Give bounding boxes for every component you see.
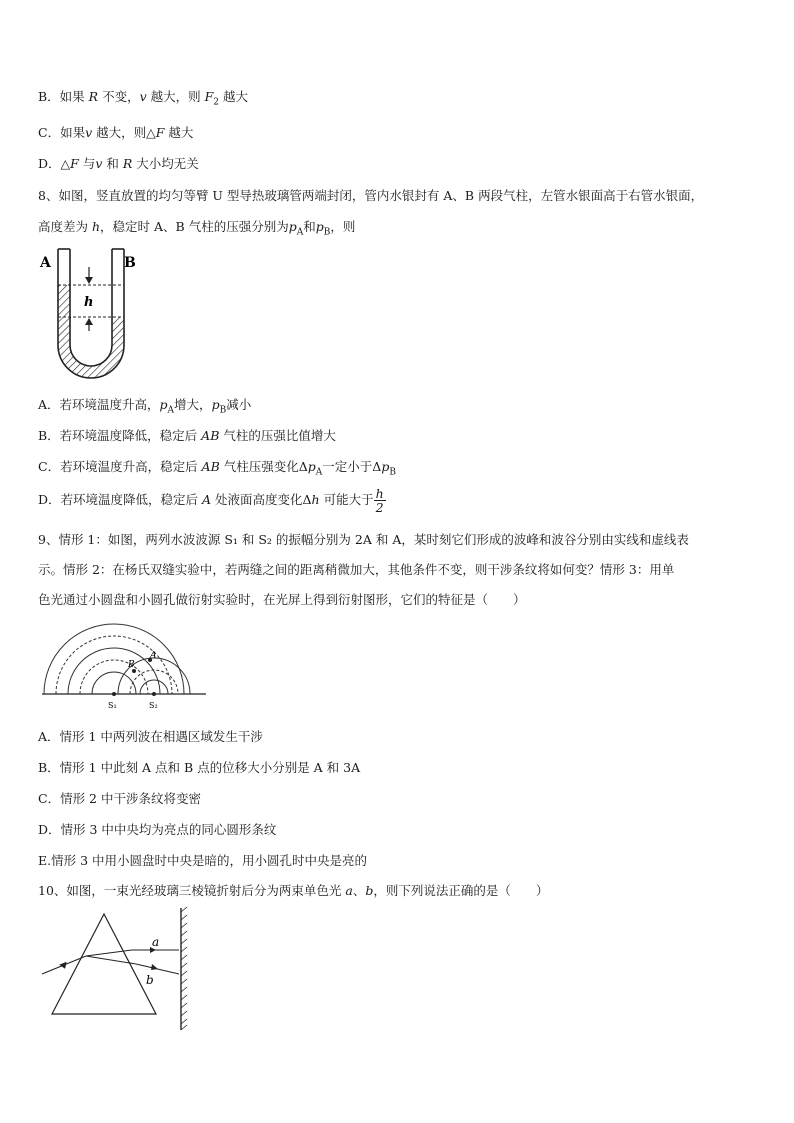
source-s1-point — [112, 692, 116, 696]
subscript: B — [323, 227, 331, 238]
text: D．△ — [38, 156, 71, 171]
var-h: h — [311, 492, 320, 507]
var-r: R — [88, 89, 99, 104]
text: 越大 — [164, 125, 194, 140]
text: 10、如图，一束光经玻璃三棱镜折射后分为两束单色光 — [38, 883, 346, 898]
q9-option-a: A．情形 1 中两列波在相遇区域发生干涉 — [38, 729, 263, 744]
q8-option-b — [38, 427, 336, 445]
var-p: p — [381, 459, 390, 474]
denominator: 2 — [375, 500, 384, 515]
numerator: h — [375, 486, 384, 501]
s1-crest-3 — [92, 672, 136, 694]
text: C．如果 — [38, 125, 86, 140]
text: 减小 — [226, 397, 252, 412]
q7-option-b — [38, 88, 248, 112]
text: 气柱压强变化Δ — [219, 459, 308, 474]
q9-stem-line2: 示。情形 2：在杨氏双缝实验中，若两缝之间的距离稍微加大，其他条件不变，则干涉条纹将如何变？情形 3：用单 — [38, 562, 675, 577]
q9-option-c: C．情形 2 中干涉条纹将变密 — [38, 791, 201, 806]
text: D．若环境温度降低，稳定后 — [38, 492, 202, 507]
var-r: R — [122, 156, 133, 171]
text: 越大，则△ — [92, 125, 156, 140]
prism-figure — [36, 906, 196, 1034]
label-b: B — [124, 255, 136, 271]
text: 和 — [102, 156, 123, 171]
text: B．若环境温度降低，稳定后 — [38, 428, 202, 443]
source-s2-point — [152, 692, 156, 696]
q9-option-e: E.情形 3 中用小圆盘时中央是暗的，用小圆孔时中央是亮的 — [38, 853, 367, 868]
fraction-h-over-2 — [374, 487, 386, 514]
subscript: B — [389, 467, 396, 478]
q7-option-c — [38, 124, 193, 142]
q8-option-d — [38, 486, 386, 514]
label-a: A — [40, 255, 51, 271]
text: A．若环境温度升高， — [38, 397, 160, 412]
wave-interference-figure — [36, 618, 216, 714]
q8-option-c — [38, 458, 396, 482]
text: 气柱的压强比值增大 — [219, 428, 336, 443]
q9-option-d: D．情形 3 中中央均为亮点的同心圆形条纹 — [38, 822, 277, 837]
var-a: A — [202, 492, 212, 507]
text: ，则 — [330, 219, 356, 234]
subscript: B — [219, 405, 227, 416]
q7-option-d — [38, 155, 199, 173]
text: 大小均无关 — [132, 156, 199, 171]
arrow-up-icon — [85, 318, 93, 325]
s1-trough-2 — [80, 660, 148, 694]
text: ，稳定时 A、B 气柱的压强分别为 — [100, 219, 289, 234]
q10-stem — [38, 882, 548, 900]
text: 、 — [352, 883, 366, 898]
s2-crest-2 — [140, 680, 168, 694]
text: 一定小于Δ — [322, 459, 382, 474]
var-p: p — [288, 219, 297, 234]
var-b: b — [365, 883, 374, 898]
text: 和 — [303, 219, 316, 234]
u-tube-figure — [36, 245, 146, 390]
q9-stem-line1: 9、情形 1：如图，两列水波波源 S₁ 和 S₂ 的振幅分别为 2A 和 A，某时刻它们形成的波峰和波谷分别由实线和虚线表 — [38, 532, 689, 547]
q8-option-a — [38, 396, 251, 420]
label-ray-b: b — [146, 973, 154, 987]
var-v: v — [139, 89, 147, 104]
label-s1: S₁ — [108, 701, 117, 710]
var-f: F — [155, 125, 165, 140]
label-h: h — [84, 295, 94, 310]
screen-hatch — [181, 907, 187, 1030]
arrow-down-icon — [85, 277, 93, 284]
subscript: A — [167, 405, 175, 416]
var-f: F — [70, 156, 79, 171]
var-h: h — [91, 219, 101, 234]
var-p: p — [159, 397, 168, 412]
var-a: a — [345, 883, 353, 898]
var-p: p — [307, 459, 316, 474]
ray-b-arrow-icon — [151, 964, 158, 970]
var-p: p — [211, 397, 220, 412]
text: 与 — [78, 156, 96, 171]
s1-trough-1 — [56, 636, 172, 694]
s2-trough-1 — [130, 670, 178, 694]
text: 可能大于 — [319, 492, 374, 507]
text: 不变， — [98, 89, 140, 104]
text: 处液面高度变化Δ — [211, 492, 312, 507]
q9-stem-line3: 色光通过小圆盘和小圆孔做衍射实验时，在光屏上得到衍射图形，它们的特征是（ ） — [38, 592, 526, 607]
text: 越大，则 — [146, 89, 205, 104]
label-ray-a: a — [152, 935, 160, 949]
label-b: B — [128, 660, 135, 670]
var-f: F — [204, 89, 214, 104]
text: ，则下列说法正确的是（ ） — [373, 883, 549, 898]
var-p: p — [315, 219, 324, 234]
s1-crest-2 — [68, 648, 160, 694]
subscript: 2 — [213, 97, 220, 108]
subscript: A — [296, 227, 304, 238]
text: 越大 — [219, 89, 248, 104]
var-ab: AB — [201, 428, 220, 443]
var-v: v — [95, 156, 103, 171]
text: C．若环境温度升高，稳定后 — [38, 459, 202, 474]
q9-option-b: B．情形 1 中此刻 A 点和 B 点的位移大小分别是 A 和 3A — [38, 760, 361, 775]
text: 高度差为 — [38, 219, 92, 234]
text: 增大， — [174, 397, 212, 412]
q8-stem-line1: 8、如图，竖直放置的均匀等臂 U 型导热玻璃管两端封闭，管内水银封有 A、B 两段气柱，左管水银面高于右管水银面， — [38, 188, 704, 203]
subscript: A — [315, 467, 323, 478]
label-a: A — [150, 651, 157, 661]
label-s2: S₂ — [149, 701, 158, 710]
var-v: v — [85, 125, 93, 140]
q8-stem-line2 — [38, 218, 355, 242]
text: B．如果 — [38, 89, 89, 104]
var-ab: AB — [201, 459, 220, 474]
